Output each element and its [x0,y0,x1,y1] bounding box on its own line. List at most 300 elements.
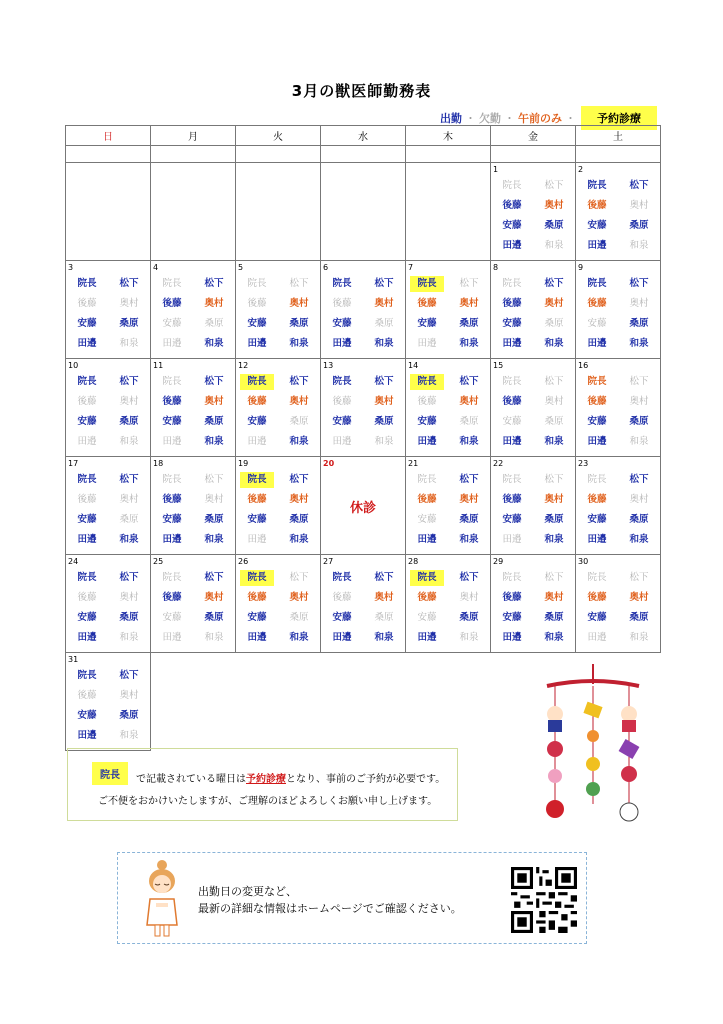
vet-entry: 松下 [204,278,224,289]
vet-entry: 桑原 [204,612,224,623]
vet-entry: 桑原 [289,318,309,329]
day-cell [151,359,236,457]
vet-entry: 奥村 [119,690,139,701]
vet-entry: 安藤 [332,612,352,623]
vet-entry: 和泉 [119,534,139,545]
vet-entry: 松下 [204,376,224,387]
vet-entry: 院長 [587,278,607,289]
day-cell [236,555,321,653]
vet-entry: 院長 [332,376,352,387]
day-cell-content [66,457,150,554]
vet-entry: 安藤 [502,318,522,329]
day-number: 31 [68,655,79,664]
day-cell [151,555,236,653]
day-cell-content [491,359,575,456]
staff-grid [576,178,660,258]
day-cell-content [406,457,490,554]
vet-entry: 後藤 [247,396,267,407]
day-number: 22 [493,459,504,468]
vet-entry: 桑原 [544,514,564,525]
vet-entry: 安藤 [417,514,437,525]
day-cell [576,457,661,555]
staff-grid [491,472,575,552]
calendar-week-row [66,555,661,653]
vet-entry: 松下 [629,278,649,289]
vet-entry: 松下 [204,474,224,485]
vet-entry: 院長 [502,572,522,583]
vet-entry: 松下 [629,376,649,387]
vet-entry: 院長 [247,278,267,289]
vet-entry: 和泉 [544,436,564,447]
day-cell [321,261,406,359]
vet-entry: 後藤 [502,396,522,407]
vet-entry: 田邉 [247,534,267,545]
calendar-week-row [66,261,661,359]
staff-grid [66,570,150,650]
vet-entry: 院長 [77,278,97,289]
day-cell-content [151,359,235,456]
vet-entry: 桑原 [119,514,139,525]
vet-entry: 院長 [162,474,182,485]
empty-day-cell [66,163,151,261]
vet-entry: 安藤 [502,220,522,231]
vet-entry: 安藤 [417,318,437,329]
vet-entry: 松下 [544,572,564,583]
vet-entry: 松下 [289,474,309,485]
day-cell-content [576,163,660,260]
vet-entry: 安藤 [162,514,182,525]
staff-grid [576,472,660,552]
staff-grid [66,276,150,356]
vet-entry: 桑原 [544,220,564,231]
vet-entry: 田邉 [332,338,352,349]
day-number: 4 [153,263,159,272]
day-number: 30 [578,557,589,566]
vet-entry: 奥村 [204,298,224,309]
vet-entry: 院長 [162,572,182,583]
closed-label: 休診 [349,501,376,516]
vet-entry: 安藤 [587,612,607,623]
vet-entry: 院長 [587,376,607,387]
blank-row [66,146,661,163]
vet-entry: 後藤 [587,396,607,407]
staff-grid [66,472,150,552]
vet-entry: 後藤 [332,396,352,407]
vet-entry: 院長 [77,572,97,583]
staff-grid [151,276,235,356]
legend-separator: ・ [504,112,515,125]
day-cell-content [66,555,150,652]
vet-entry: 田邉 [587,436,607,447]
vet-entry: 松下 [459,376,479,387]
vet-entry: 松下 [119,572,139,583]
vet-entry: 松下 [374,572,394,583]
vet-entry: 奥村 [204,592,224,603]
vet-entry: 松下 [459,572,479,583]
vet-entry: 安藤 [247,416,267,427]
vet-entry: 奥村 [119,494,139,505]
vet-entry: 後藤 [162,494,182,505]
empty-day-cell [151,653,236,751]
vet-entry: 院長 [332,572,352,583]
day-number: 29 [493,557,504,566]
vet-entry: 安藤 [502,514,522,525]
weekday-header-row [66,126,661,146]
calendar-week-row [66,457,661,555]
day-cell [66,457,151,555]
vet-entry: 田邉 [502,534,522,545]
vet-entry: 松下 [119,474,139,485]
day-number: 13 [323,361,334,370]
vet-entry: 院長 [587,572,607,583]
vet-entry: 安藤 [502,416,522,427]
staff-grid [66,374,150,454]
vet-entry: 後藤 [417,494,437,505]
vet-entry: 院長 [332,278,352,289]
vet-entry: 院長 [502,376,522,387]
vet-entry: 松下 [544,278,564,289]
vet-entry: 田邉 [77,338,97,349]
vet-entry: 桑原 [374,416,394,427]
legend-present: 出勤 [440,112,462,125]
vet-entry: 桑原 [629,612,649,623]
day-number: 16 [578,361,589,370]
vet-entry: 桑原 [459,514,479,525]
vet-entry: 田邉 [247,632,267,643]
day-cell [66,359,151,457]
vet-entry: 安藤 [587,220,607,231]
vet-entry: 和泉 [629,240,649,251]
vet-entry: 安藤 [162,416,182,427]
vet-entry: 田邉 [162,338,182,349]
vet-entry: 安藤 [77,416,97,427]
day-cell [406,555,491,653]
empty-day-cell [321,653,406,751]
vet-entry: 安藤 [587,318,607,329]
day-cell [66,555,151,653]
vet-entry: 松下 [544,376,564,387]
vet-entry: 後藤 [77,396,97,407]
day-cell [66,261,151,359]
vet-entry: 和泉 [374,338,394,349]
vet-entry: 奥村 [629,396,649,407]
day-cell [576,555,661,653]
day-cell-content [236,457,320,554]
day-cell-content [321,359,405,456]
legend-absent: 欠勤 [479,112,501,125]
vet-entry: 和泉 [119,436,139,447]
day-cell [66,653,151,751]
vet-entry: 院長 [502,474,522,485]
vet-entry: 松下 [374,376,394,387]
vet-entry: 奥村 [204,396,224,407]
vet-entry: 桑原 [119,710,139,721]
vet-entry: 後藤 [417,592,437,603]
calendar-week-row [66,163,661,261]
vet-entry: 松下 [459,474,479,485]
vet-entry: 奥村 [544,592,564,603]
day-number: 11 [153,361,164,370]
day-number: 10 [68,361,79,370]
vet-entry: 桑原 [629,514,649,525]
day-cell [236,261,321,359]
vet-entry: 後藤 [587,494,607,505]
vet-entry: 奥村 [459,592,479,603]
staff-grid [321,374,405,454]
vet-entry: 後藤 [77,592,97,603]
vet-entry: 桑原 [119,612,139,623]
day-number: 21 [408,459,419,468]
vet-entry: 和泉 [374,632,394,643]
day-number: 20 [323,459,335,468]
vet-entry: 田邉 [417,436,437,447]
notice-text: で記載されている曜日は [136,774,246,785]
day-cell [491,359,576,457]
vet-entry: 後藤 [502,200,522,211]
day-cell-content [491,555,575,652]
vet-entry: 院長 [410,276,444,292]
vet-entry: 田邉 [162,534,182,545]
vet-entry: 桑原 [119,416,139,427]
vet-entry: 田邉 [587,632,607,643]
vet-entry: 後藤 [587,298,607,309]
empty-day-cell [151,163,236,261]
empty-cell-content [406,163,490,260]
day-cell-content [491,163,575,260]
staff-grid [236,570,320,650]
day-cell-content [66,359,150,456]
day-cell [321,359,406,457]
vet-entry: 和泉 [629,338,649,349]
vet-entry: 松下 [374,278,394,289]
vet-entry: 和泉 [459,632,479,643]
vet-entry: 和泉 [544,632,564,643]
day-number: 7 [408,263,414,272]
empty-cell-content [236,653,321,750]
vet-entry: 田邉 [247,436,267,447]
vet-entry: 院長 [77,376,97,387]
staff-grid [321,276,405,356]
vet-entry: 後藤 [332,298,352,309]
day-cell-content [491,261,575,358]
empty-day-cell [321,163,406,261]
staff-grid [236,374,320,454]
vet-entry: 院長 [77,474,97,485]
vet-entry: 桑原 [374,612,394,623]
vet-entry: 桑原 [289,514,309,525]
empty-cell-content [151,653,236,750]
vet-entry: 田邉 [417,534,437,545]
vet-entry: 後藤 [502,592,522,603]
vet-entry: 奥村 [629,298,649,309]
vet-entry: 田邉 [587,338,607,349]
vet-entry: 後藤 [162,592,182,603]
vet-entry: 松下 [204,572,224,583]
vet-entry: 松下 [459,278,479,289]
day-cell-content [321,261,405,358]
vet-entry: 安藤 [77,318,97,329]
legend-separator: ・ [465,112,476,125]
vet-entry: 桑原 [289,416,309,427]
vet-entry: 後藤 [247,298,267,309]
vet-entry: 安藤 [77,612,97,623]
vet-entry: 田邉 [587,534,607,545]
vet-entry: 安藤 [587,514,607,525]
vet-entry: 院長 [162,278,182,289]
day-number: 27 [323,557,334,566]
vet-entry: 安藤 [587,416,607,427]
empty-cell-content [236,163,320,260]
vet-entry: 田邉 [77,534,97,545]
vet-entry: 桑原 [629,318,649,329]
vet-entry: 安藤 [417,416,437,427]
vet-entry: 奥村 [289,494,309,505]
vet-entry: 奥村 [289,298,309,309]
vet-entry: 奥村 [204,494,224,505]
notice-line-1 [136,770,445,785]
weekday-thursday: 木 [406,126,491,146]
vet-entry: 奥村 [629,494,649,505]
staff-grid [151,374,235,454]
day-cell [321,457,406,555]
empty-cell-content [406,653,491,750]
vet-entry: 桑原 [629,416,649,427]
day-cell-content [406,555,490,652]
vet-entry: 院長 [162,376,182,387]
vet-entry: 和泉 [204,338,224,349]
vet-entry: 後藤 [587,592,607,603]
vet-entry: 和泉 [204,436,224,447]
day-number: 26 [238,557,249,566]
vet-entry: 後藤 [77,494,97,505]
day-cell [406,261,491,359]
vet-entry: 院長 [240,472,274,488]
vet-entry: 松下 [629,180,649,191]
vet-entry: 和泉 [119,730,139,741]
weekday-sunday: 日 [66,126,151,146]
weekday-monday: 月 [151,126,236,146]
vet-entry: 桑原 [204,416,224,427]
vet-entry: 奥村 [544,298,564,309]
notice-line-2: ご不便をおかけいたしますが、ご理解のほどよろしくお願い申し上げます。 [98,796,438,807]
vet-entry: 桑原 [204,318,224,329]
day-cell-content [236,359,320,456]
vet-entry: 院長 [502,180,522,191]
vet-entry: 桑原 [119,318,139,329]
staff-grid [491,276,575,356]
vet-entry: 松下 [629,474,649,485]
vet-entry: 安藤 [247,514,267,525]
vet-entry: 桑原 [544,612,564,623]
empty-day-cell [406,653,491,751]
vet-entry: 松下 [629,572,649,583]
homepage-info-box [117,852,587,944]
day-number: 23 [578,459,589,468]
day-number: 12 [238,361,249,370]
empty-day-cell [236,163,321,261]
vet-entry: 桑原 [289,612,309,623]
vet-entry: 和泉 [544,534,564,545]
day-cell-content [576,555,660,652]
day-cell [236,359,321,457]
vet-entry: 後藤 [332,592,352,603]
empty-cell-content [66,163,150,260]
empty-cell-content [321,653,406,750]
vet-entry: 和泉 [459,436,479,447]
notice-reservation-highlight: 予約診療 [246,774,286,785]
vet-entry: 桑原 [204,514,224,525]
hina-doll-mobile-illustration [537,664,647,834]
day-number: 14 [408,361,419,370]
day-number: 28 [408,557,419,566]
homepage-qr-code[interactable] [511,867,577,933]
vet-entry: 後藤 [162,396,182,407]
day-cell [151,261,236,359]
vet-entry: 松下 [119,376,139,387]
vet-entry: 後藤 [587,200,607,211]
day-number: 6 [323,263,329,272]
staff-grid [236,276,320,356]
staff-grid [406,472,490,552]
day-cell-content [236,261,320,358]
legend-reservation: 予約診療 [581,106,657,130]
vet-entry: 安藤 [417,612,437,623]
vet-entry: 和泉 [289,338,309,349]
vet-entry: 桑原 [629,220,649,231]
vet-entry: 安藤 [332,318,352,329]
vet-entry: 奥村 [459,396,479,407]
staff-grid [151,472,235,552]
day-number: 3 [68,263,74,272]
day-cell-content [406,359,490,456]
day-cell-content [66,261,150,358]
empty-cell-content [151,163,235,260]
vet-entry: 田邉 [332,632,352,643]
day-cell-content [576,261,660,358]
vet-entry: 松下 [119,670,139,681]
vet-entry: 桑原 [459,612,479,623]
vet-entry: 奥村 [544,200,564,211]
staff-grid [321,570,405,650]
vet-entry: 安藤 [162,318,182,329]
info-line-2: 最新の詳細な情報はホームページでご確認ください。 [198,902,462,915]
vet-entry: 田邉 [162,436,182,447]
vet-entry: 奥村 [459,494,479,505]
vet-entry: 院長 [240,374,274,390]
staff-grid [491,570,575,650]
director-badge: 院長 [92,762,128,785]
vet-entry: 松下 [289,572,309,583]
vet-entry: 院長 [240,570,274,586]
day-cell [491,261,576,359]
vet-entry: 桑原 [544,416,564,427]
staff-grid [491,374,575,454]
vet-entry: 安藤 [332,416,352,427]
vet-entry: 後藤 [247,592,267,603]
weekday-wednesday: 水 [321,126,406,146]
page-title: 3月の獣医師勤務表 [291,82,432,100]
vet-entry: 院長 [77,670,97,681]
vet-entry: 後藤 [77,298,97,309]
vet-entry: 院長 [502,278,522,289]
vet-entry: 後藤 [247,494,267,505]
day-cell-content [151,555,235,652]
vet-entry: 田邉 [417,338,437,349]
day-cell [576,359,661,457]
day-number: 5 [238,263,244,272]
day-cell [236,457,321,555]
vet-entry: 院長 [410,374,444,390]
